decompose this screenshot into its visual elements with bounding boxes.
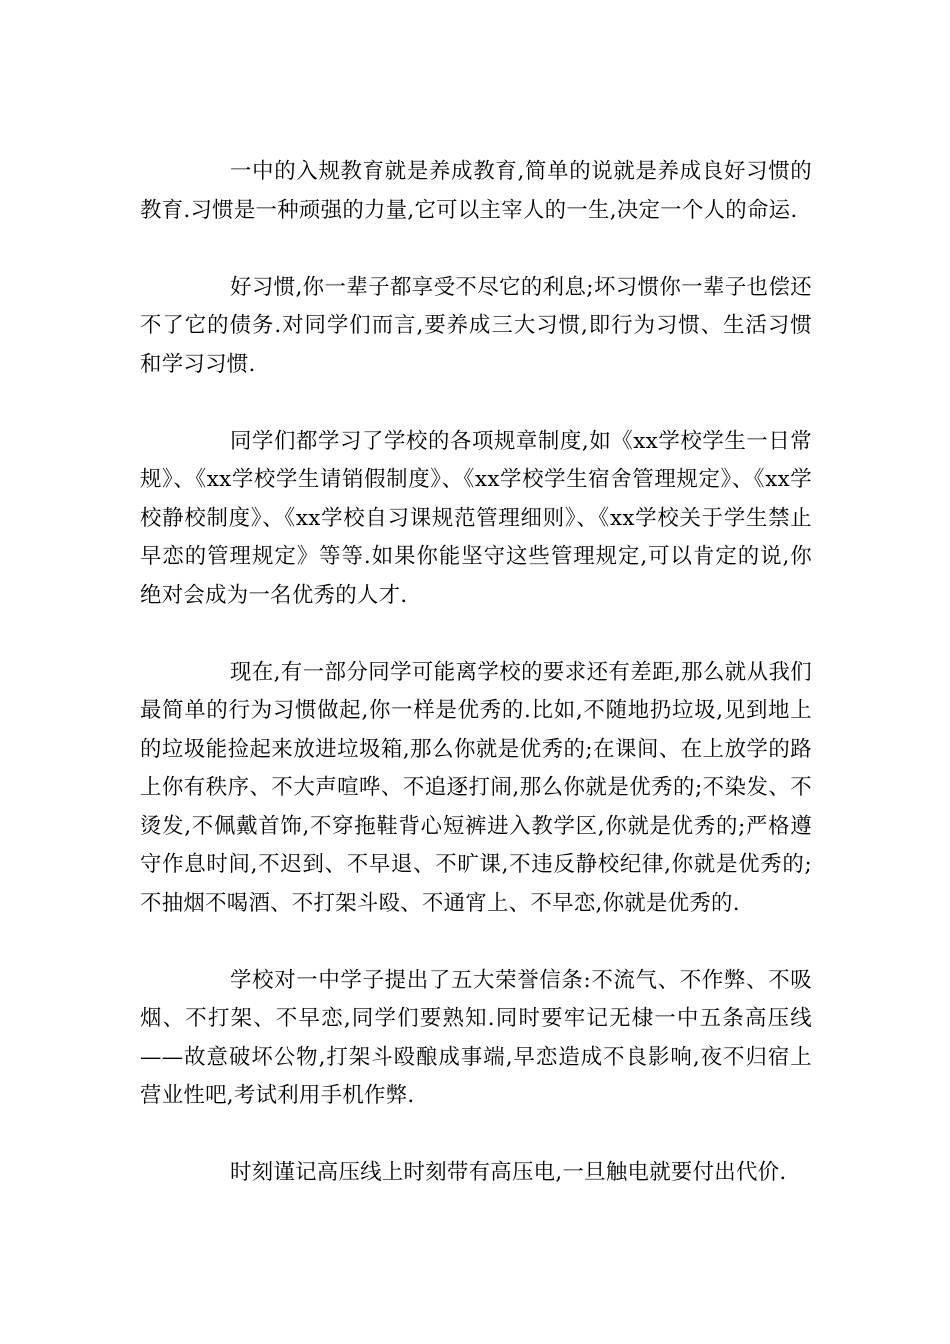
paragraph-6: 时刻谨记高压线上时刻带有高压电,一旦触电就要付出代价.: [230, 1160, 787, 1185]
paragraph-1: 一中的入规教育就是养成教育,简单的说就是养成良好习惯的教育.习惯是一种顽强的力量,它可以主宰人的一生,决定一个人的命运.: [140, 159, 812, 223]
paragraph-4: 现在,有一部分同学可能离学校的要求还有差距,那么就从我们最简单的行为习惯做起,你一样是优秀的.比如,不随地扔垃圾,见到地上的垃圾能捡起来放进垃圾箱,那么你就是优秀的;在课间、在上放学的路上你有秩序、不大声喧哗、不追逐打闹,那么你就是优秀的;不染发、不烫发,不佩戴首饰,不穿拖鞋背心短裤进入教学区,你就是优秀的;严格遵守作息时间,不迟到、不早退、不旷课,不违反静校纪律,你就是优秀的;不抽烟不喝酒、不打架斗殴、不通宵上、不早恋,你就是优秀的.: [140, 659, 812, 916]
document-body: [140, 153, 812, 1193]
paragraph-5: 学校对一中学子提出了五大荣誉信条:不流气、不作弊、不吸烟、不打架、不早恋,同学们要熟知.同时要牢记无棣一中五条高压线——故意破坏公物,打架斗殴酿成事端,早恋造成不良影响,夜不归宿上营业性吧,考试利用手机作弊.: [140, 967, 812, 1108]
paragraph-3: 同学们都学习了学校的各项规章制度,如《xx学校学生一日常规》、《xx学校学生请销假制度》、《xx学校学生宿舍管理规定》、《xx学校静校制度》、《xx学校自习课规范管理细则》、《xx学校关于学生禁止早恋的管理规定》等等.如果你能坚守这些管理规定,可以肯定的说,你绝对会成为一名优秀的人才.: [140, 428, 812, 608]
paragraph-2: 好习惯,你一辈子都享受不尽它的利息;坏习惯你一辈子也偿还不了它的债务.对同学们而言,要养成三大习惯,即行为习惯、生活习惯和学习习惯.: [140, 274, 812, 377]
